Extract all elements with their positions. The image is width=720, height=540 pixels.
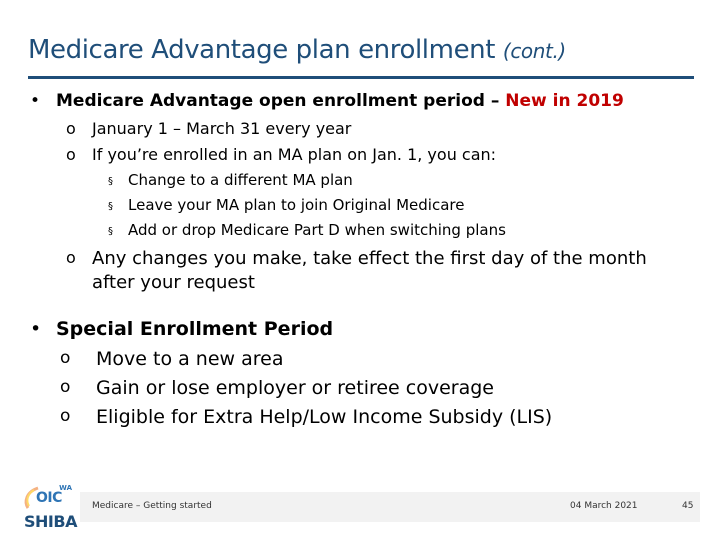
square-marker: §	[108, 201, 113, 212]
sub-list-item-text: Leave your MA plan to join Original Medicare	[128, 196, 465, 214]
shiba-logo	[22, 482, 77, 532]
footer-date: 04 March 2021	[570, 501, 638, 511]
bullet-marker: •	[30, 318, 42, 340]
circle-marker: o	[66, 145, 76, 164]
circle-marker: o	[60, 377, 71, 397]
slide-title	[28, 34, 698, 67]
list-item-text: January 1 – March 31 every year	[92, 119, 352, 138]
circle-marker: o	[66, 119, 76, 138]
title-underline	[28, 76, 694, 79]
list-item-continuation	[92, 272, 255, 293]
square-marker: §	[108, 176, 113, 187]
section1-heading-text: Medicare Advantage open enrollment period –	[56, 91, 506, 111]
list-item-text: Eligible for Extra Help/Low Income Subsidy (LIS)	[96, 406, 553, 428]
square-marker: §	[108, 226, 113, 237]
circle-marker: o	[66, 248, 76, 267]
title-cont: (cont.)	[502, 39, 566, 63]
title-main: Medicare Advantage plan enrollment	[28, 35, 496, 65]
footer-title: Medicare – Getting started	[92, 501, 212, 511]
sub-list-item-text: Add or drop Medicare Part D when switching plans	[128, 221, 506, 239]
page-number: 45	[682, 501, 694, 511]
sub-list-item-text: Change to a different MA plan	[128, 171, 353, 189]
logo-wa-text: WA	[59, 484, 72, 492]
logo-oic-text: OIC	[36, 490, 62, 506]
list-item-text: Move to a new area	[96, 348, 284, 370]
list-item-text: If you’re enrolled in an MA plan on Jan. 1, you can:	[92, 145, 497, 164]
section2-heading-text: Special Enrollment Period	[56, 318, 334, 340]
list-item-text-line2: after your request	[92, 272, 255, 293]
circle-marker: o	[60, 348, 71, 368]
list-item-text-line1: Any changes you make, take effect the first day of the month	[92, 248, 647, 269]
logo-shiba-text: SHIBA	[24, 512, 77, 531]
new-badge-text: New in 2019	[505, 91, 624, 111]
circle-marker: o	[60, 406, 71, 426]
bullet-marker: •	[30, 91, 41, 111]
list-item-text: Gain or lose employer or retiree coverage	[96, 377, 494, 399]
